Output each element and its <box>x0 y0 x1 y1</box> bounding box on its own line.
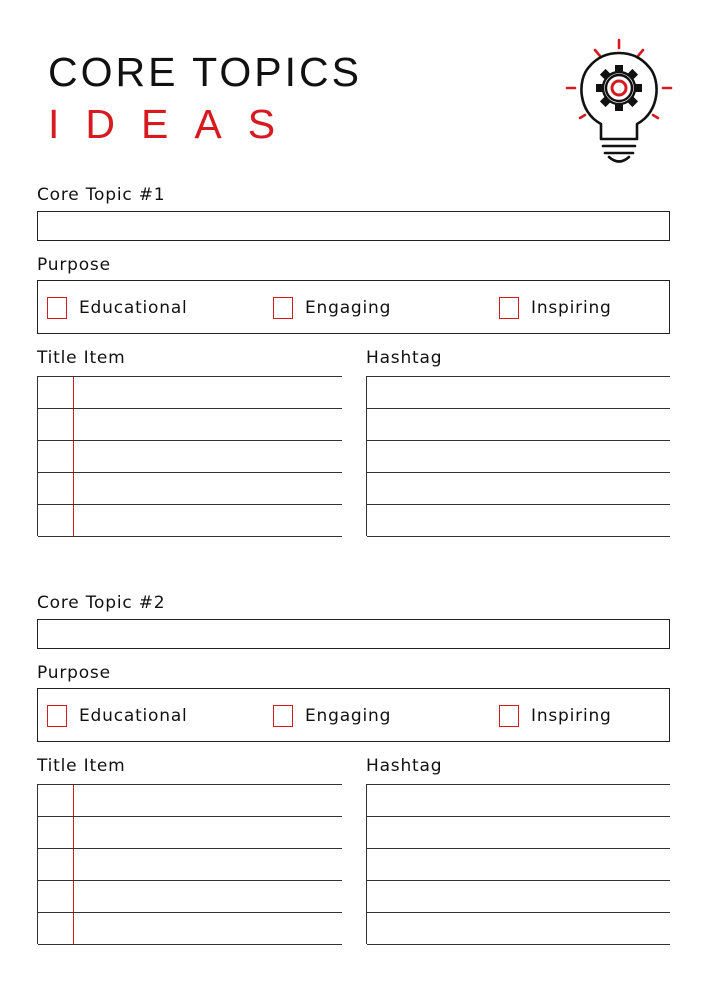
core-topic-section-1 <box>0 184 707 554</box>
purpose-options <box>37 280 670 334</box>
purpose-label: Purpose <box>37 663 111 683</box>
engaging-label: Engaging <box>305 706 392 726</box>
purpose-options <box>37 688 670 742</box>
title-item-label: Title Item <box>37 756 126 776</box>
hashtag-row[interactable] <box>367 849 670 881</box>
purpose-label: Purpose <box>37 255 111 275</box>
title-item-row[interactable] <box>38 849 342 881</box>
engaging-checkbox[interactable] <box>273 705 293 727</box>
hashtag-row[interactable] <box>367 505 670 537</box>
title-item-row[interactable] <box>38 785 342 817</box>
inspiring-label: Inspiring <box>531 298 612 318</box>
hashtag-row[interactable] <box>367 913 670 945</box>
title-item-row[interactable] <box>38 817 342 849</box>
engaging-option[interactable] <box>273 295 391 321</box>
lightbulb-gear-icon <box>565 36 673 168</box>
hashtag-row[interactable] <box>367 409 670 441</box>
hashtag-row[interactable] <box>367 441 670 473</box>
page-subtitle: IDEAS <box>48 101 302 147</box>
title-item-row[interactable] <box>38 505 342 537</box>
title-item-row[interactable] <box>38 913 342 945</box>
hashtag-row[interactable] <box>367 473 670 505</box>
title-item-label: Title Item <box>37 348 126 368</box>
engaging-option[interactable] <box>273 703 391 729</box>
engaging-label: Engaging <box>305 298 392 318</box>
core-topic-label: Core Topic #2 <box>37 593 166 613</box>
title-item-lines[interactable] <box>37 376 342 536</box>
title-item-row[interactable] <box>38 441 342 473</box>
core-topic-label: Core Topic #1 <box>37 185 166 205</box>
hashtag-label: Hashtag <box>366 756 443 776</box>
title-item-lines[interactable] <box>37 784 342 944</box>
core-topic-section-2 <box>0 592 707 962</box>
hashtag-label: Hashtag <box>366 348 443 368</box>
engaging-checkbox[interactable] <box>273 297 293 319</box>
educational-checkbox[interactable] <box>47 297 67 319</box>
title-item-row[interactable] <box>38 473 342 505</box>
title-item-row[interactable] <box>38 409 342 441</box>
educational-option[interactable] <box>47 295 188 321</box>
page-title: CORE TOPICS <box>48 49 362 95</box>
hashtag-row[interactable] <box>367 881 670 913</box>
hashtag-lines[interactable] <box>366 376 670 536</box>
title-item-row[interactable] <box>38 377 342 409</box>
core-topic-input[interactable] <box>37 619 670 649</box>
educational-checkbox[interactable] <box>47 705 67 727</box>
title-item-row[interactable] <box>38 881 342 913</box>
educational-option[interactable] <box>47 703 188 729</box>
core-topic-input[interactable] <box>37 211 670 241</box>
inspiring-checkbox[interactable] <box>499 297 519 319</box>
inspiring-option[interactable] <box>499 295 612 321</box>
educational-label: Educational <box>79 706 188 726</box>
inspiring-checkbox[interactable] <box>499 705 519 727</box>
hashtag-row[interactable] <box>367 785 670 817</box>
inspiring-option[interactable] <box>499 703 612 729</box>
hashtag-row[interactable] <box>367 377 670 409</box>
educational-label: Educational <box>79 298 188 318</box>
inspiring-label: Inspiring <box>531 706 612 726</box>
hashtag-lines[interactable] <box>366 784 670 944</box>
hashtag-row[interactable] <box>367 817 670 849</box>
